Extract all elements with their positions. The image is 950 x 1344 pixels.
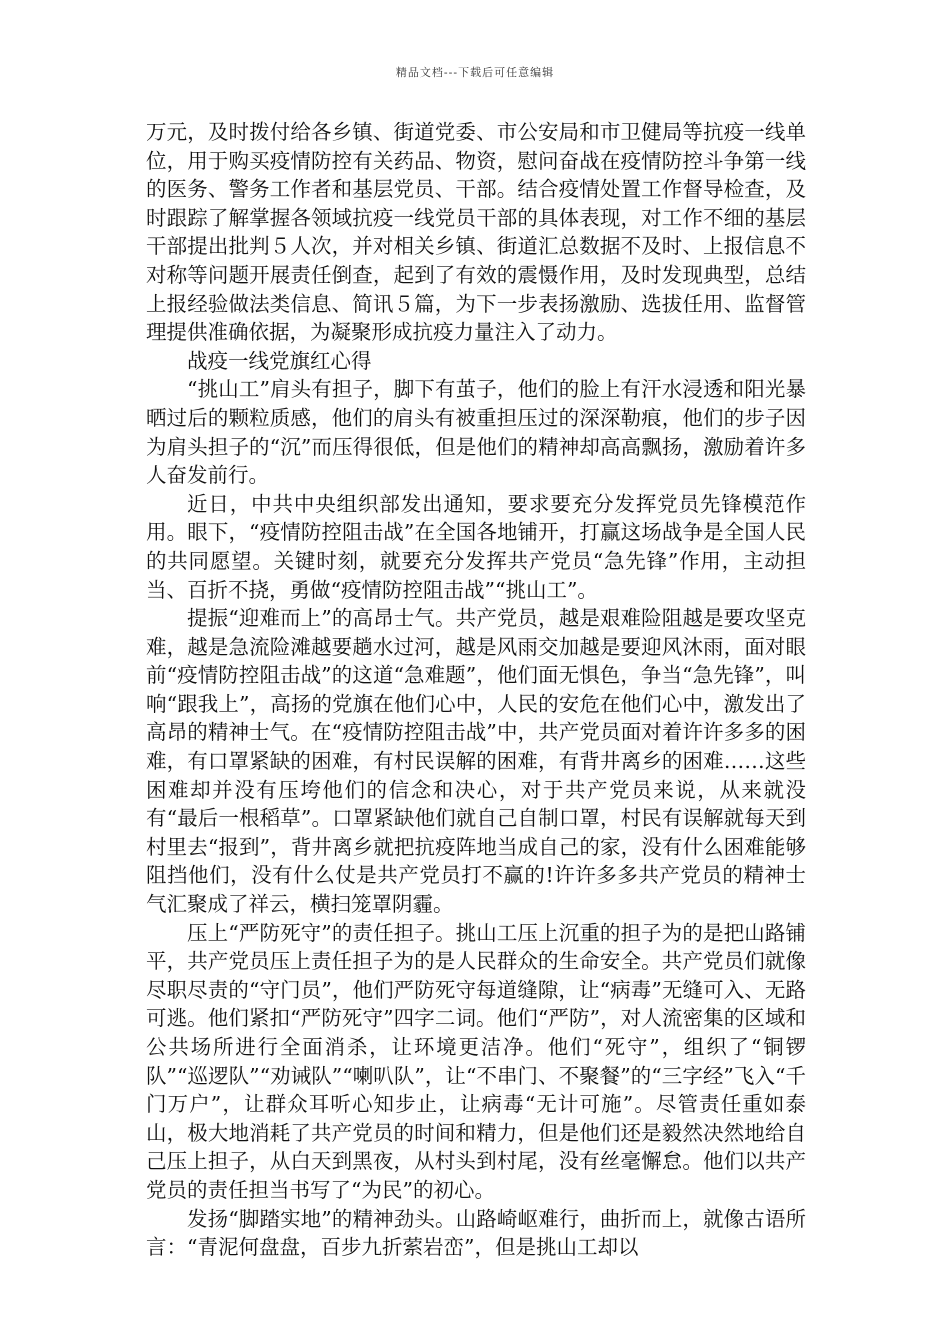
document-body [146, 118, 806, 1262]
paragraph: 发扬“脚踏实地”的精神劲头。山路崎岖难行，曲折而上，就像古语所言：“青泥何盘盘，百步九折萦岩峦”，但是挑山工却以 [146, 1206, 806, 1260]
paragraph: “挑山工”肩头有担子，脚下有茧子，他们的脸上有汗水浸透和阳光暴晒过后的颗粒质感，他们的肩头有被重担压过的深深勒痕，他们的步子因为肩头担子的“沉”而压得很低，但是他们的精神却高高飘扬，激励着许多人奋发前行。 [146, 377, 806, 488]
section-heading: 战疫一线党旗红心得 [187, 348, 372, 373]
paragraph: 压上“严防死守”的责任担子。挑山工压上沉重的担子为的是把山路铺平，共产党员压上责任担子为的是人民群众的生命安全。共产党员们就像尽职尽责的“守门员”，他们严防死守每道缝隙，让“病毒”无缝可入、无路可逃。他们紧扣“严防死守”四字二词。他们“严防”，对人流密集的区域和公共场所进行全面消杀，让环境更洁净。他们“死守”，组织了“铜锣队”“巡逻队”“劝诫队”“喇叭队”，让“不串门、不聚餐”的“三字经”飞入“千门万户”，让群众耳听心知步止，让病毒“无计可施”。尽管责任重如泰山，极大地消耗了共产党员的时间和精力，但是他们还是毅然决然地给自己压上担子，从白天到黑夜，从村头到村尾，没有丝毫懈怠。他们以共产党员的责任担当书写了“为民”的初心。 [146, 920, 806, 1202]
paragraph: 提振“迎难而上”的高昂士气。共产党员，越是艰难险阻越是要攻坚克难，越是急流险滩越要趟水过河，越是风雨交加越是要迎风沐雨，面对眼前“疫情防控阻击战”的这道“急难题”，他们面无惧色，争当“急先锋”，叫响“跟我上”，高扬的党旗在他们心中，人民的安危在他们心中，激发出了高昂的精神士气。在“疫情防控阻击战”中，共产党员面对着许许多多的困难，有口罩紧缺的困难，有村民误解的困难，有背井离乡的困难……这些困难却并没有压垮他们的信念和决心，对于共产党员来说，从来就没有“最后一根稻草”。口罩紧缺他们就自己自制口罩，村民有误解就每天到村里去“报到”，背井离乡就把抗疫阵地当成自己的家，没有什么困难能够阻挡他们，没有什么仗是共产党员打不赢的!许许多多共产党员的精神士气汇聚成了祥云，横扫笼罩阴霾。 [146, 606, 806, 917]
paragraph: 近日，中共中央组织部发出通知，要求要充分发挥党员先锋模范作用。眼下，“疫情防控阻击战”在全国各地铺开，打赢这场战争是全国人民的共同愿望。关键时刻，就要充分发挥共产党员“急先锋”作用，主动担当、百折不挠，勇做“疫情防控阻击战”“挑山工”。 [146, 491, 806, 602]
page-header: 精品文档---下载后可任意编辑 [395, 66, 555, 79]
paragraph-continuation: 万元，及时拨付给各乡镇、街道党委、市公安局和市卫健局等抗疫一线单位，用于购买疫情防控有关药品、物资，慰问奋战在疫情防控斗争第一线的医务、警务工作者和基层党员、干部。结合疫情处置工作督导检查，及时跟踪了解掌握各领域抗疫一线党员干部的具体表现，对工作不细的基层干部提出批判５人次，并对相关乡镇、街道汇总数据不及时、上报信息不对称等问题开展责任倒查，起到了有效的震慑作用，及时发现典型，总结上报经验做法类信息、简讯５篇，为下一步表扬激励、选拔任用、监督管理提供准确依据，为凝聚形成抗疫力量注入了动力。 [146, 120, 806, 345]
